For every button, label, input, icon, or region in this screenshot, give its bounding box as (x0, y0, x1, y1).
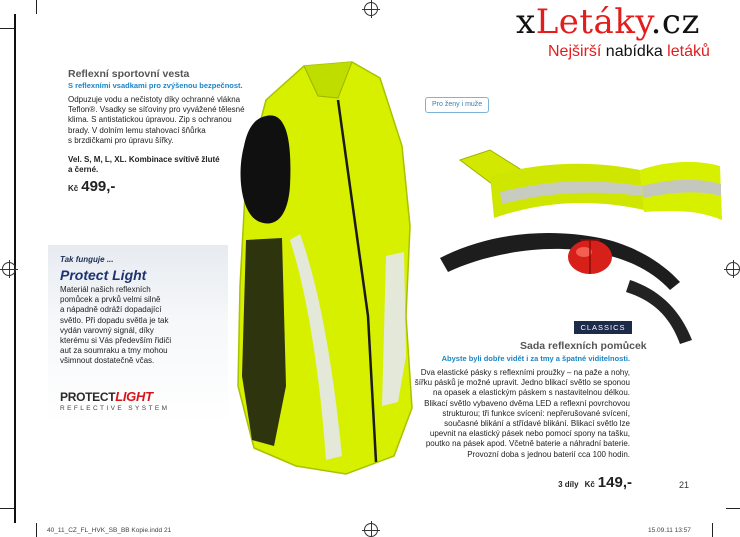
site-tagline: Nejširší nabídka letáků (548, 43, 710, 60)
gender-badge: Pro ženy i muže (425, 97, 489, 113)
vest-price (68, 178, 115, 196)
registration-mark-icon (364, 2, 378, 16)
vest-title: Reflexní sportovní vesta (68, 68, 190, 80)
classics-label: CLASSICS (574, 321, 632, 334)
crop-mark (712, 523, 713, 537)
vest-price-currency: Kč (68, 184, 79, 193)
crop-mark (0, 28, 14, 29)
set-subtitle: Abyste byli dobře vidět i za tmy a špatné viditelnosti. (441, 354, 630, 363)
set-price-currency: Kč (584, 480, 595, 489)
page-number: 21 (679, 480, 690, 490)
set-price-value: 149,- (597, 474, 632, 491)
logo-main: Letáky (535, 2, 651, 42)
vest-subtitle: S reflexními vsadkami pro zvýšenou bezpečnost. (68, 81, 243, 90)
reflective-set-image (430, 140, 730, 345)
footer-timestamp: 15.09.11 13:57 (648, 527, 691, 534)
crop-mark (726, 508, 740, 509)
crop-mark (36, 523, 37, 537)
crop-mark (36, 0, 37, 14)
protect-light-description: Materiál našich reflexních pomůcek a prvků velmi silně a nápadně odráží dopadající světlo. Při dopadu světla je tak vydán varovný signál, díky kterému si Vás především řidiči aut za soumraku a tmy mohou všimnout dostatečně včas. (60, 285, 172, 366)
protect-light-title: Protect Light (60, 267, 147, 283)
crop-mark (0, 508, 14, 509)
set-title: Sada reflexních pomůcek (520, 340, 647, 352)
set-price (540, 474, 632, 492)
footer-filename: 40_11_CZ_FL_HVK_SB_BB Kopie.indd 21 (47, 527, 172, 534)
set-quantity: 3 díly (558, 480, 579, 489)
protect-light-heading: Tak funguje ... (60, 255, 114, 264)
site-logo[interactable] (516, 2, 700, 42)
protect-light-logo: PROTECTLIGHT REFLECTIVE SYSTEM (60, 389, 170, 412)
set-description: Dva elastické pásky s reflexními proužky – na paže a nohy, šířku pásků je možné upravit. Jedno blikací světlo se sponou na opasek a elastickým páskem s nastavitelnou délkou. Blikací světlo vybaveno dvěma LED a reflexní povrchovou strukturou; tři funkce svícení: nepřerušované svícení, současné blikání a střídavé blikání. Blikací světlo lze upevnit na elastický pásek nebo pomocí spony na tašku, poutko na pásek apod. Včetně baterie a náhradní baterie. Provozní doba s jednou baterií cca 100 hodin. (414, 368, 630, 459)
vest-description: Odpuzuje vodu a nečistoty díky ochranné vlákna Teflon®. Vsadky se síťoviny pro vyvážené tělesné klima. S antistatickou úpravou. Zip s ochranou brady. V dolním lemu stahovací šňůrka s brzdičkami pro úpravu šířky. (68, 95, 245, 145)
logo-x: x (516, 2, 536, 42)
vest-price-value: 499,- (81, 178, 116, 195)
registration-mark-icon (2, 262, 16, 276)
logo-tld: .cz (650, 2, 700, 42)
vest-sizes: Vel. S, M, L, XL. Kombinace svítivě žluté a černé. (68, 155, 220, 175)
registration-mark-icon (364, 523, 378, 537)
